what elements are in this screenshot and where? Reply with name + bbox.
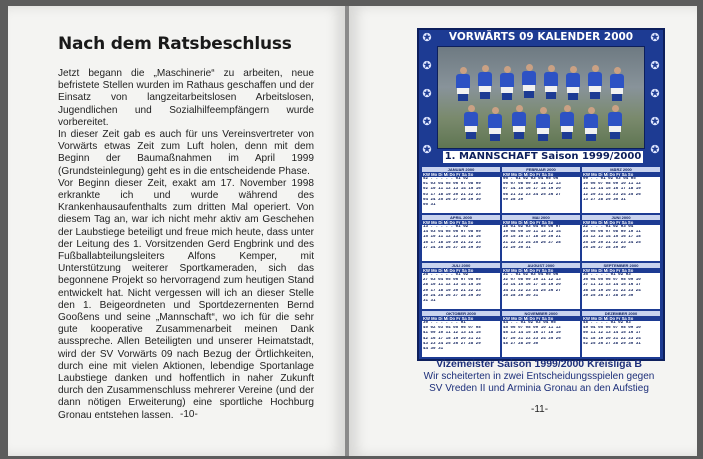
calendar-month [582, 215, 660, 261]
player-figure [488, 107, 502, 141]
left-page [8, 6, 345, 456]
player-figure [608, 105, 622, 139]
calendar-title: VORWÄRTS 09 KALENDER 2000 [448, 31, 634, 43]
week-row: 24 12 13 14 15 16 17 18 [583, 235, 641, 240]
weekday-header: KW Mo Di Mi Do Fr Sa So [422, 316, 500, 321]
week-row: 16 17 18 19 20 21 22 23 [423, 240, 481, 245]
player-figure [500, 66, 514, 100]
week-row: 22 . . . 01 02 03 04 [583, 225, 634, 229]
calendar-month [502, 263, 580, 309]
club-emblem-icon: ✪ [650, 60, 660, 72]
week-row: 34 21 22 23 24 25 26 27 [503, 288, 561, 293]
week-row: 26 26 27 28 29 30 [583, 245, 626, 250]
club-emblem-icon: ✪ [422, 88, 432, 100]
week-row: 22 29 30 31 [503, 245, 531, 250]
weekday-header: KW Mo Di Mi Do Fr Sa So [422, 172, 500, 177]
week-row: 03 17 18 19 20 21 22 23 [423, 192, 481, 197]
player-figure [610, 67, 624, 101]
month-name: FEBRUAR 2000 [502, 167, 580, 172]
week-row: 45 06 07 08 09 10 11 12 [503, 326, 561, 331]
week-row: 20 15 16 17 18 19 20 21 [503, 235, 561, 240]
player-figure [584, 107, 598, 141]
week-row: 04 24 25 26 27 28 29 30 [423, 197, 481, 202]
week-row: 46 13 14 15 16 17 18 19 [503, 331, 561, 336]
week-row: 30 24 25 26 27 28 29 30 [423, 293, 481, 298]
week-row: 44 30 31 [423, 347, 444, 352]
player-figure [512, 105, 526, 139]
week-row: 05 31 [423, 203, 436, 208]
week-row: 28 10 11 12 13 14 15 16 [423, 283, 481, 288]
week-row: 35 . . . . 01 02 03 [583, 273, 631, 277]
month-name: APRIL 2000 [422, 215, 500, 220]
week-row: 41 09 10 11 12 13 14 15 [423, 331, 481, 336]
month-grid [422, 167, 660, 357]
weekday-header: KW Mo Di Mi Do Fr Sa So [422, 268, 500, 273]
calendar-month [422, 215, 500, 261]
weekday-header: KW Mo Di Mi Do Fr Sa So [582, 316, 660, 321]
weekday-header: KW Mo Di Mi Do Fr Sa So [582, 220, 660, 225]
month-name: AUGUST 2000 [502, 263, 580, 268]
team-photo [437, 46, 645, 149]
player-figure [478, 65, 492, 99]
week-row: 39 . . . . . . 01 [423, 321, 466, 325]
club-emblem-icon: ✪ [650, 88, 660, 100]
week-row: 50 11 12 13 14 15 16 17 [583, 331, 641, 336]
week-row: 51 18 19 20 21 22 23 24 [583, 336, 641, 341]
week-row: 37 11 12 13 14 15 16 17 [583, 283, 641, 288]
weekday-header: KW Mo Di Mi Do Fr Sa So [502, 220, 580, 225]
week-row: 23 05 06 07 08 09 10 11 [583, 230, 641, 235]
weekday-header: KW Mo Di Mi Do Fr Sa So [582, 268, 660, 273]
month-name: OKTOBER 2000 [422, 311, 500, 316]
month-name: SEPTEMBER 2000 [582, 263, 660, 268]
week-row: 47 20 21 22 23 24 25 26 [503, 336, 561, 341]
month-name: MAI 2000 [502, 215, 580, 220]
calendar-month [422, 263, 500, 309]
week-row: 39 25 26 27 28 29 30 [583, 293, 634, 298]
week-row: 10 06 07 08 09 10 11 12 [583, 182, 641, 187]
week-row: 36 04 05 06 07 08 09 10 [583, 278, 641, 283]
weekday-header: KW Mo Di Mi Do Fr Sa So [502, 268, 580, 273]
week-row: 11 13 14 15 16 17 18 19 [583, 187, 641, 192]
month-name: JANUAR 2000 [422, 167, 500, 172]
club-emblem-icon: ✪ [422, 32, 432, 44]
weekday-header: KW Mo Di Mi Do Fr Sa So [502, 172, 580, 177]
week-row: 08 21 22 23 24 25 26 27 [503, 192, 561, 197]
club-emblem-icon: ✪ [422, 60, 432, 72]
week-row: 12 20 21 22 23 24 25 26 [583, 192, 641, 197]
caption-text: Wir scheiterten in zwei Entscheidungsspielen gegen SV Vreden II und Arminia Gronau an den Aufstieg [423, 371, 655, 394]
week-row: 31 . 01 02 03 04 05 06 [503, 273, 559, 277]
player-figure [544, 65, 558, 99]
month-name: DEZEMBER 2000 [582, 311, 660, 316]
weekday-header: KW Mo Di Mi Do Fr Sa So [422, 220, 500, 225]
week-row: 40 02 03 04 05 06 07 08 [423, 326, 481, 331]
body-text: Jetzt begann die „Maschinerie“ zu arbeiten, neue befristete Stellen wurden im Rathaus geschaffen und der Einsatz von langzeitarbeitslosen Arbeitslosen, Jugendlichen und Sozialhilfeempfängern wurde vorbereitet. In dieser Zeit gab es auch für uns Vereinsvertreter von Vorwärts etwas Zeit zum Luft holen, denn mit dem Beginn der Baumaßnahmen im April 1999 (Grundsteinlegung) geht es in die entscheidende Phase. Vor Beginn dieser Zeit, exakt am 17. November 1998 erkrankte ich und wurde während des Krankenhausaufenthalts zum dritten Mal operiert. Von diesem Tag an, war ich nicht mehr aktiv am Geschehen der Laubstiege beteiligt und freue mich heute, dass unter der Leitung des 1. Vorsitzenden Gerd Engbrink und des Fußballabteilungsleiters Alfons Kemper, mit Unterstützung weiterer Sportkameraden, sich das begonnene Projekt so hervorragend zum heutigen Stand entwickelt hat. Nicht vergessen will ich an dieser Stelle den 1. Beigeordneten und Sportdezernenten Bernd Gooßens und seine „Mannschaft“, wo ich für die sehr gute kooperative Zusammenarbeit meinen Dank ausspreche. Allen Beteiligten und unserer Heimatstadt, wird der SV Vorwärts 09 nach Bezug der Örtlichkeiten, durch eine mit vielen Aktionen, lebendige Sportanlage Laubstiege danken und hoffentlich in naher Zukunft durch den Zusammenschluss mehrerer Vereine (und der dann nötigen Erweiterung) eine sportliche Hochburg Gronau entstehen lassen. [58, 68, 314, 421]
page-number-left: -10- [180, 409, 198, 420]
club-emblem-icon: ✪ [422, 144, 432, 156]
week-row: 19 08 09 10 11 12 13 14 [503, 230, 561, 235]
week-row: 38 18 19 20 21 22 23 24 [583, 288, 641, 293]
player-figure [588, 65, 602, 99]
player-figure [522, 64, 536, 98]
club-emblem-icon: ✪ [650, 116, 660, 128]
week-row: 18 01 02 03 04 05 06 07 [503, 225, 561, 229]
calendar-month [502, 167, 580, 213]
week-row: 13 27 28 29 30 31 [583, 197, 626, 202]
week-row: 35 28 29 30 31 [503, 293, 539, 298]
weekday-header: KW Mo Di Mi Do Fr Sa So [582, 172, 660, 177]
week-row: 09 . . 01 02 03 04 05 [583, 177, 636, 181]
week-row: 29 17 18 19 20 21 22 23 [423, 288, 481, 293]
player-figure [566, 66, 580, 100]
week-row: 49 04 05 06 07 08 09 10 [583, 326, 641, 331]
right-page [349, 6, 697, 456]
calendar-month [502, 215, 580, 261]
calendar-month [422, 311, 500, 357]
week-row: 09 28 29 [503, 197, 524, 202]
week-row: 17 24 25 26 27 28 29 30 [423, 245, 481, 250]
club-emblem-icon: ✪ [422, 116, 432, 128]
week-row: 06 07 08 09 10 11 12 13 [503, 182, 561, 187]
player-figure [560, 105, 574, 139]
week-row: 02 10 11 12 13 14 15 16 [423, 187, 481, 192]
month-name: JUNI 2000 [582, 215, 660, 220]
week-row: 52 25 26 27 28 29 30 31 [583, 341, 641, 346]
calendar-poster [417, 28, 665, 361]
week-row: 07 14 15 16 17 18 19 20 [503, 187, 561, 192]
week-row: 26 . . . . . 01 02 [423, 273, 469, 277]
player-figure [536, 107, 550, 141]
week-row: 05 . 01 02 03 04 05 06 [503, 177, 559, 181]
week-row: 32 07 08 09 10 11 12 13 [503, 278, 561, 283]
calendar-month [582, 167, 660, 213]
month-name: NOVEMBER 2000 [502, 311, 580, 316]
club-emblem-icon: ✪ [650, 32, 660, 44]
week-row: 13 . . . . . 01 02 [423, 225, 469, 229]
calendar-month [422, 167, 500, 213]
week-row: 42 16 17 18 19 20 21 22 [423, 336, 481, 341]
player-figure [456, 67, 470, 101]
week-row: 01 03 04 05 06 07 08 09 [423, 182, 481, 187]
month-name: MÄRZ 2000 [582, 167, 660, 172]
calendar-month [582, 311, 660, 357]
calendar-month [582, 263, 660, 309]
week-row: 52 . . . . . 01 02 [423, 177, 469, 181]
week-row: 14 03 04 05 06 07 08 09 [423, 230, 481, 235]
calendar-month [502, 311, 580, 357]
player-figure [464, 105, 478, 139]
weekday-header: KW Mo Di Mi Do Fr Sa So [502, 316, 580, 321]
caption-heading: Vizemeister Saison 1999/2000 Kreisliga B [436, 358, 642, 370]
week-row: 27 03 04 05 06 07 08 09 [423, 278, 481, 283]
month-name: JULI 2000 [422, 263, 500, 268]
team-title: 1. MANNSCHAFT Saison 1999/2000 [444, 151, 642, 162]
week-row: 43 23 24 25 26 27 28 29 [423, 341, 481, 346]
club-emblem-icon: ✪ [650, 144, 660, 156]
week-row: 44 . . 01 02 03 04 05 [503, 321, 556, 325]
page-title: Nach dem Ratsbeschluss [58, 34, 292, 54]
week-row: 25 19 20 21 22 23 24 25 [583, 240, 641, 245]
week-row: 15 10 11 12 13 14 15 16 [423, 235, 481, 240]
week-row: 48 . . . . 01 02 03 [583, 321, 631, 325]
week-row: 33 14 15 16 17 18 19 20 [503, 283, 561, 288]
page-number-right: -11- [531, 404, 549, 415]
week-row: 31 31 [423, 299, 436, 304]
week-row: 21 22 23 24 25 26 27 28 [503, 240, 561, 245]
week-row: 48 27 28 29 30 [503, 341, 539, 346]
